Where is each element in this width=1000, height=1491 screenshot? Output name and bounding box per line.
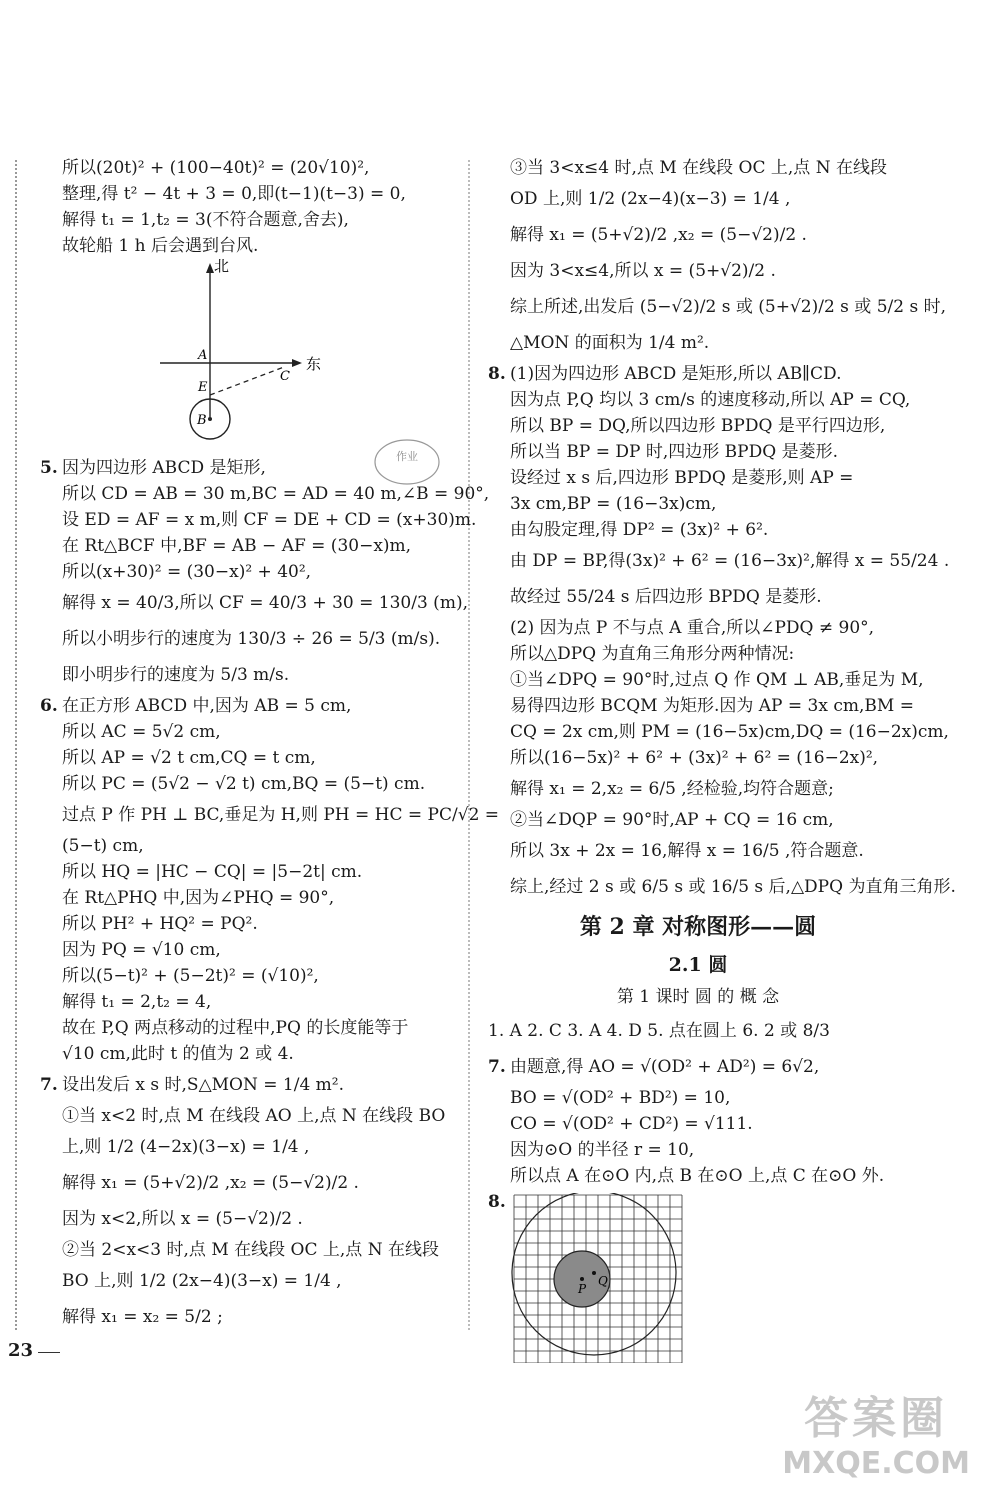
text-line: 综上所述,出发后 (5−√2)/2 s 或 (5+√2)/2 s 或 5/2 s 时, bbox=[510, 297, 947, 317]
text-line: 所以(x+30)² = (30−x)² + 40², bbox=[62, 562, 312, 582]
text-line: 所以 PC = (5√2 − √2 t) cm,BQ = (5−t) cm. bbox=[62, 774, 426, 794]
text-line: 解得 x₁ = (5+√2)/2 ,x₂ = (5−√2)/2 . bbox=[510, 225, 807, 245]
text-line: ③当 3<x≤4 时,点 M 在线段 OC 上,点 N 在线段 bbox=[510, 158, 887, 178]
text-line: 上,则 1/2 (4−2x)(3−x) = 1/4 , bbox=[62, 1137, 310, 1157]
text-line: CO = √(OD² + CD²) = √111. bbox=[510, 1114, 753, 1134]
point-b-label: B bbox=[197, 413, 207, 428]
text-line: 在正方形 ABCD 中,因为 AB = 5 cm, bbox=[62, 696, 352, 716]
question-number: 8. bbox=[488, 364, 506, 384]
text-line: 由题意,得 AO = √(OD² + AD²) = 6√2, bbox=[510, 1057, 820, 1077]
question-5 bbox=[40, 455, 490, 693]
point-c-label: C bbox=[280, 369, 290, 384]
right-column bbox=[488, 155, 956, 1363]
text-line: 综上,经过 2 s 或 6/5 s 或 16/5 s 后,△DPQ 为直角三角形. bbox=[510, 877, 956, 897]
text-line: 3x cm,BP = (16−3x)cm, bbox=[510, 494, 717, 514]
text-line: 所以 BP = DQ,所以四边形 BPDQ 是平行四边形, bbox=[510, 416, 886, 436]
section-title: 2.1 圆 bbox=[668, 954, 728, 976]
text-line: 所以 AC = 5√2 cm, bbox=[62, 722, 221, 742]
question-7-circle bbox=[488, 1049, 908, 1189]
east-label: 东 bbox=[306, 355, 322, 373]
question-number: 5. bbox=[40, 458, 58, 478]
text-line: 所以 AP = √2 t cm,CQ = t cm, bbox=[62, 748, 316, 768]
left-column bbox=[40, 155, 500, 1335]
text-line: 即小明步行的速度为 5/3 m/s. bbox=[62, 665, 290, 685]
text-line: (2) 因为点 P 不与点 A 重合,所以∠PDQ ≠ 90°, bbox=[510, 618, 875, 638]
text-line: BO 上,则 1/2 (2x−4)(3−x) = 1/4 , bbox=[62, 1271, 342, 1291]
text-line: CQ = 2x cm,则 PM = (16−5x)cm,DQ = (16−2x)cm, bbox=[510, 722, 949, 742]
text-line: 因为 3<x≤4,所以 x = (5+√2)/2 . bbox=[510, 261, 776, 281]
page-number-rule bbox=[38, 1352, 60, 1353]
text-line: 设出发后 x s 时,S△MON = 1/4 m². bbox=[62, 1075, 345, 1095]
text-line: (1)因为四边形 ABCD 是矩形,所以 AB∥CD. bbox=[510, 364, 842, 384]
text-line: 解得 t₁ = 1,t₂ = 3(不符合题意,舍去), bbox=[62, 210, 349, 230]
stamp-mark bbox=[372, 437, 442, 487]
text-line: 所以 CD = AB = 30 m,BC = AD = 40 m,∠B = 90°, bbox=[62, 484, 490, 504]
answer-line: 1. A 2. C 3. A 4. D 5. 点在圆上 6. 2 或 8/3 bbox=[488, 1021, 830, 1041]
text-line: 因为 PQ = √10 cm, bbox=[62, 940, 221, 960]
text-line: 易得四边形 BCQM 为矩形.因为 AP = 3x cm,BM = bbox=[510, 696, 914, 716]
text-line: 所以 HQ = |HC − CQ| = |5−2t| cm. bbox=[62, 862, 363, 882]
text-line: ②当∠DQP = 90°时,AP + CQ = 16 cm, bbox=[510, 810, 834, 830]
text-line: 所以 PH² + HQ² = PQ². bbox=[62, 914, 258, 934]
watermark-logo-text: 答案圈 bbox=[804, 1393, 949, 1444]
text-line: 因为⊙O 的半径 r = 10, bbox=[510, 1140, 695, 1160]
text-line: 所以(16−5x)² + 6² + (3x)² + 6² = (16−2x)², bbox=[510, 748, 879, 768]
page-number: 23 bbox=[8, 1340, 34, 1361]
text-line: 解得 x₁ = (5+√2)/2 ,x₂ = (5−√2)/2 . bbox=[62, 1173, 359, 1193]
text-line: 故在 P,Q 两点移动的过程中,PQ 的长度能等于 bbox=[62, 1018, 409, 1038]
text-line: ①当 x<2 时,点 M 在线段 AO 上,点 N 在线段 BO bbox=[62, 1106, 446, 1126]
text-line: 所以 3x + 2x = 16,解得 x = 16/5 ,符合题意. bbox=[510, 841, 864, 861]
column-divider bbox=[468, 160, 470, 1330]
left-margin-rule bbox=[15, 160, 17, 1330]
text-line: 故经过 55/24 s 后四边形 BPDQ 是菱形. bbox=[510, 587, 822, 607]
point-a-label: A bbox=[198, 348, 208, 363]
text-line: BO = √(OD² + BD²) = 10, bbox=[510, 1088, 731, 1108]
question-7 bbox=[40, 1067, 460, 1335]
text-line: △MON 的面积为 1/4 m². bbox=[510, 333, 710, 353]
text-line: 故轮船 1 h 后会遇到台风. bbox=[62, 236, 259, 256]
north-label: 北 bbox=[214, 259, 230, 275]
text-line: 由勾股定理,得 DP² = (3x)² + 6². bbox=[510, 520, 769, 540]
site-watermark bbox=[782, 1382, 970, 1481]
text-line: √10 cm,此时 t 的值为 2 或 4. bbox=[62, 1044, 294, 1064]
text-line: 由 DP = BP,得(3x)² + 6² = (16−3x)²,解得 x = 55/24 . bbox=[510, 551, 950, 571]
question-6 bbox=[40, 693, 500, 1067]
question-number: 7. bbox=[40, 1075, 58, 1095]
text-line: 设 ED = AF = x m,则 CF = DE + CD = (x+30)m. bbox=[62, 510, 477, 530]
question-8 bbox=[488, 361, 956, 905]
question-number: 8. bbox=[488, 1192, 506, 1212]
text-line: 所以小明步行的速度为 130/3 ÷ 26 = 5/3 (m/s). bbox=[62, 629, 441, 649]
grid-circle-figure bbox=[510, 1193, 700, 1363]
text-line: OD 上,则 1/2 (2x−4)(x−3) = 1/4 , bbox=[510, 189, 791, 209]
point-e-label: E bbox=[198, 380, 208, 395]
text-line: 在 Rt△PHQ 中,因为∠PHQ = 90°, bbox=[62, 888, 335, 908]
text-line: 在 Rt△BCF 中,BF = AB − AF = (30−x)m, bbox=[62, 536, 412, 556]
lesson-title: 第 1 课时 圆 的 概 念 bbox=[616, 987, 780, 1007]
text-line: (5−t) cm, bbox=[62, 836, 144, 856]
text-line: 整理,得 t² − 4t + 3 = 0,即(t−1)(t−3) = 0, bbox=[62, 184, 406, 204]
text-line: 所以△DPQ 为直角三角形分两种情况: bbox=[510, 644, 795, 664]
text-line: 解得 t₁ = 2,t₂ = 4, bbox=[62, 992, 212, 1012]
question-number: 6. bbox=[40, 696, 58, 716]
text-line: ②当 2<x<3 时,点 M 在线段 OC 上,点 N 在线段 bbox=[62, 1240, 439, 1260]
text-line: 解得 x = 40/3,所以 CF = 40/3 + 30 = 130/3 (m), bbox=[62, 593, 468, 613]
point-p-label: P bbox=[578, 1282, 587, 1296]
text-line: 所以当 BP = DP 时,四边形 BPDQ 是菱形. bbox=[510, 442, 838, 462]
text-line: 所以(5−t)² + (5−2t)² = (√10)², bbox=[62, 966, 319, 986]
text-line: ①当∠DPQ = 90°时,过点 Q 作 QM ⊥ AB,垂足为 M, bbox=[510, 670, 924, 690]
question-number: 7. bbox=[488, 1057, 506, 1077]
text-line: 所以(20t)² + (100−40t)² = (20√10)², bbox=[62, 158, 370, 178]
text-line: 解得 x₁ = x₂ = 5/2 ; bbox=[62, 1307, 223, 1327]
text-line: 因为 x<2,所以 x = (5−√2)/2 . bbox=[62, 1209, 303, 1229]
text-line: 因为四边形 ABCD 是矩形, bbox=[62, 458, 266, 478]
chapter-title: 第 2 章 对称图形——圆 bbox=[579, 914, 817, 940]
text-line: 解得 x₁ = 2,x₂ = 6/5 ,经检验,均符合题意; bbox=[510, 779, 834, 799]
point-q-label: Q bbox=[598, 1274, 608, 1288]
text-line: 设经过 x s 后,四边形 BPDQ 是菱形,则 AP = bbox=[510, 468, 854, 488]
compass-figure bbox=[40, 259, 440, 455]
text-line: 过点 P 作 PH ⊥ BC,垂足为 H,则 PH = HC = PC/√2 = bbox=[62, 805, 500, 825]
stamp-label: 作业 bbox=[396, 450, 418, 463]
text-line: 因为点 P,Q 均以 3 cm/s 的速度移动,所以 AP = CQ, bbox=[510, 390, 911, 410]
text-line: 所以点 A 在⊙O 内,点 B 在⊙O 上,点 C 在⊙O 外. bbox=[510, 1166, 885, 1186]
watermark-url: MXQE.COM bbox=[782, 1446, 970, 1481]
